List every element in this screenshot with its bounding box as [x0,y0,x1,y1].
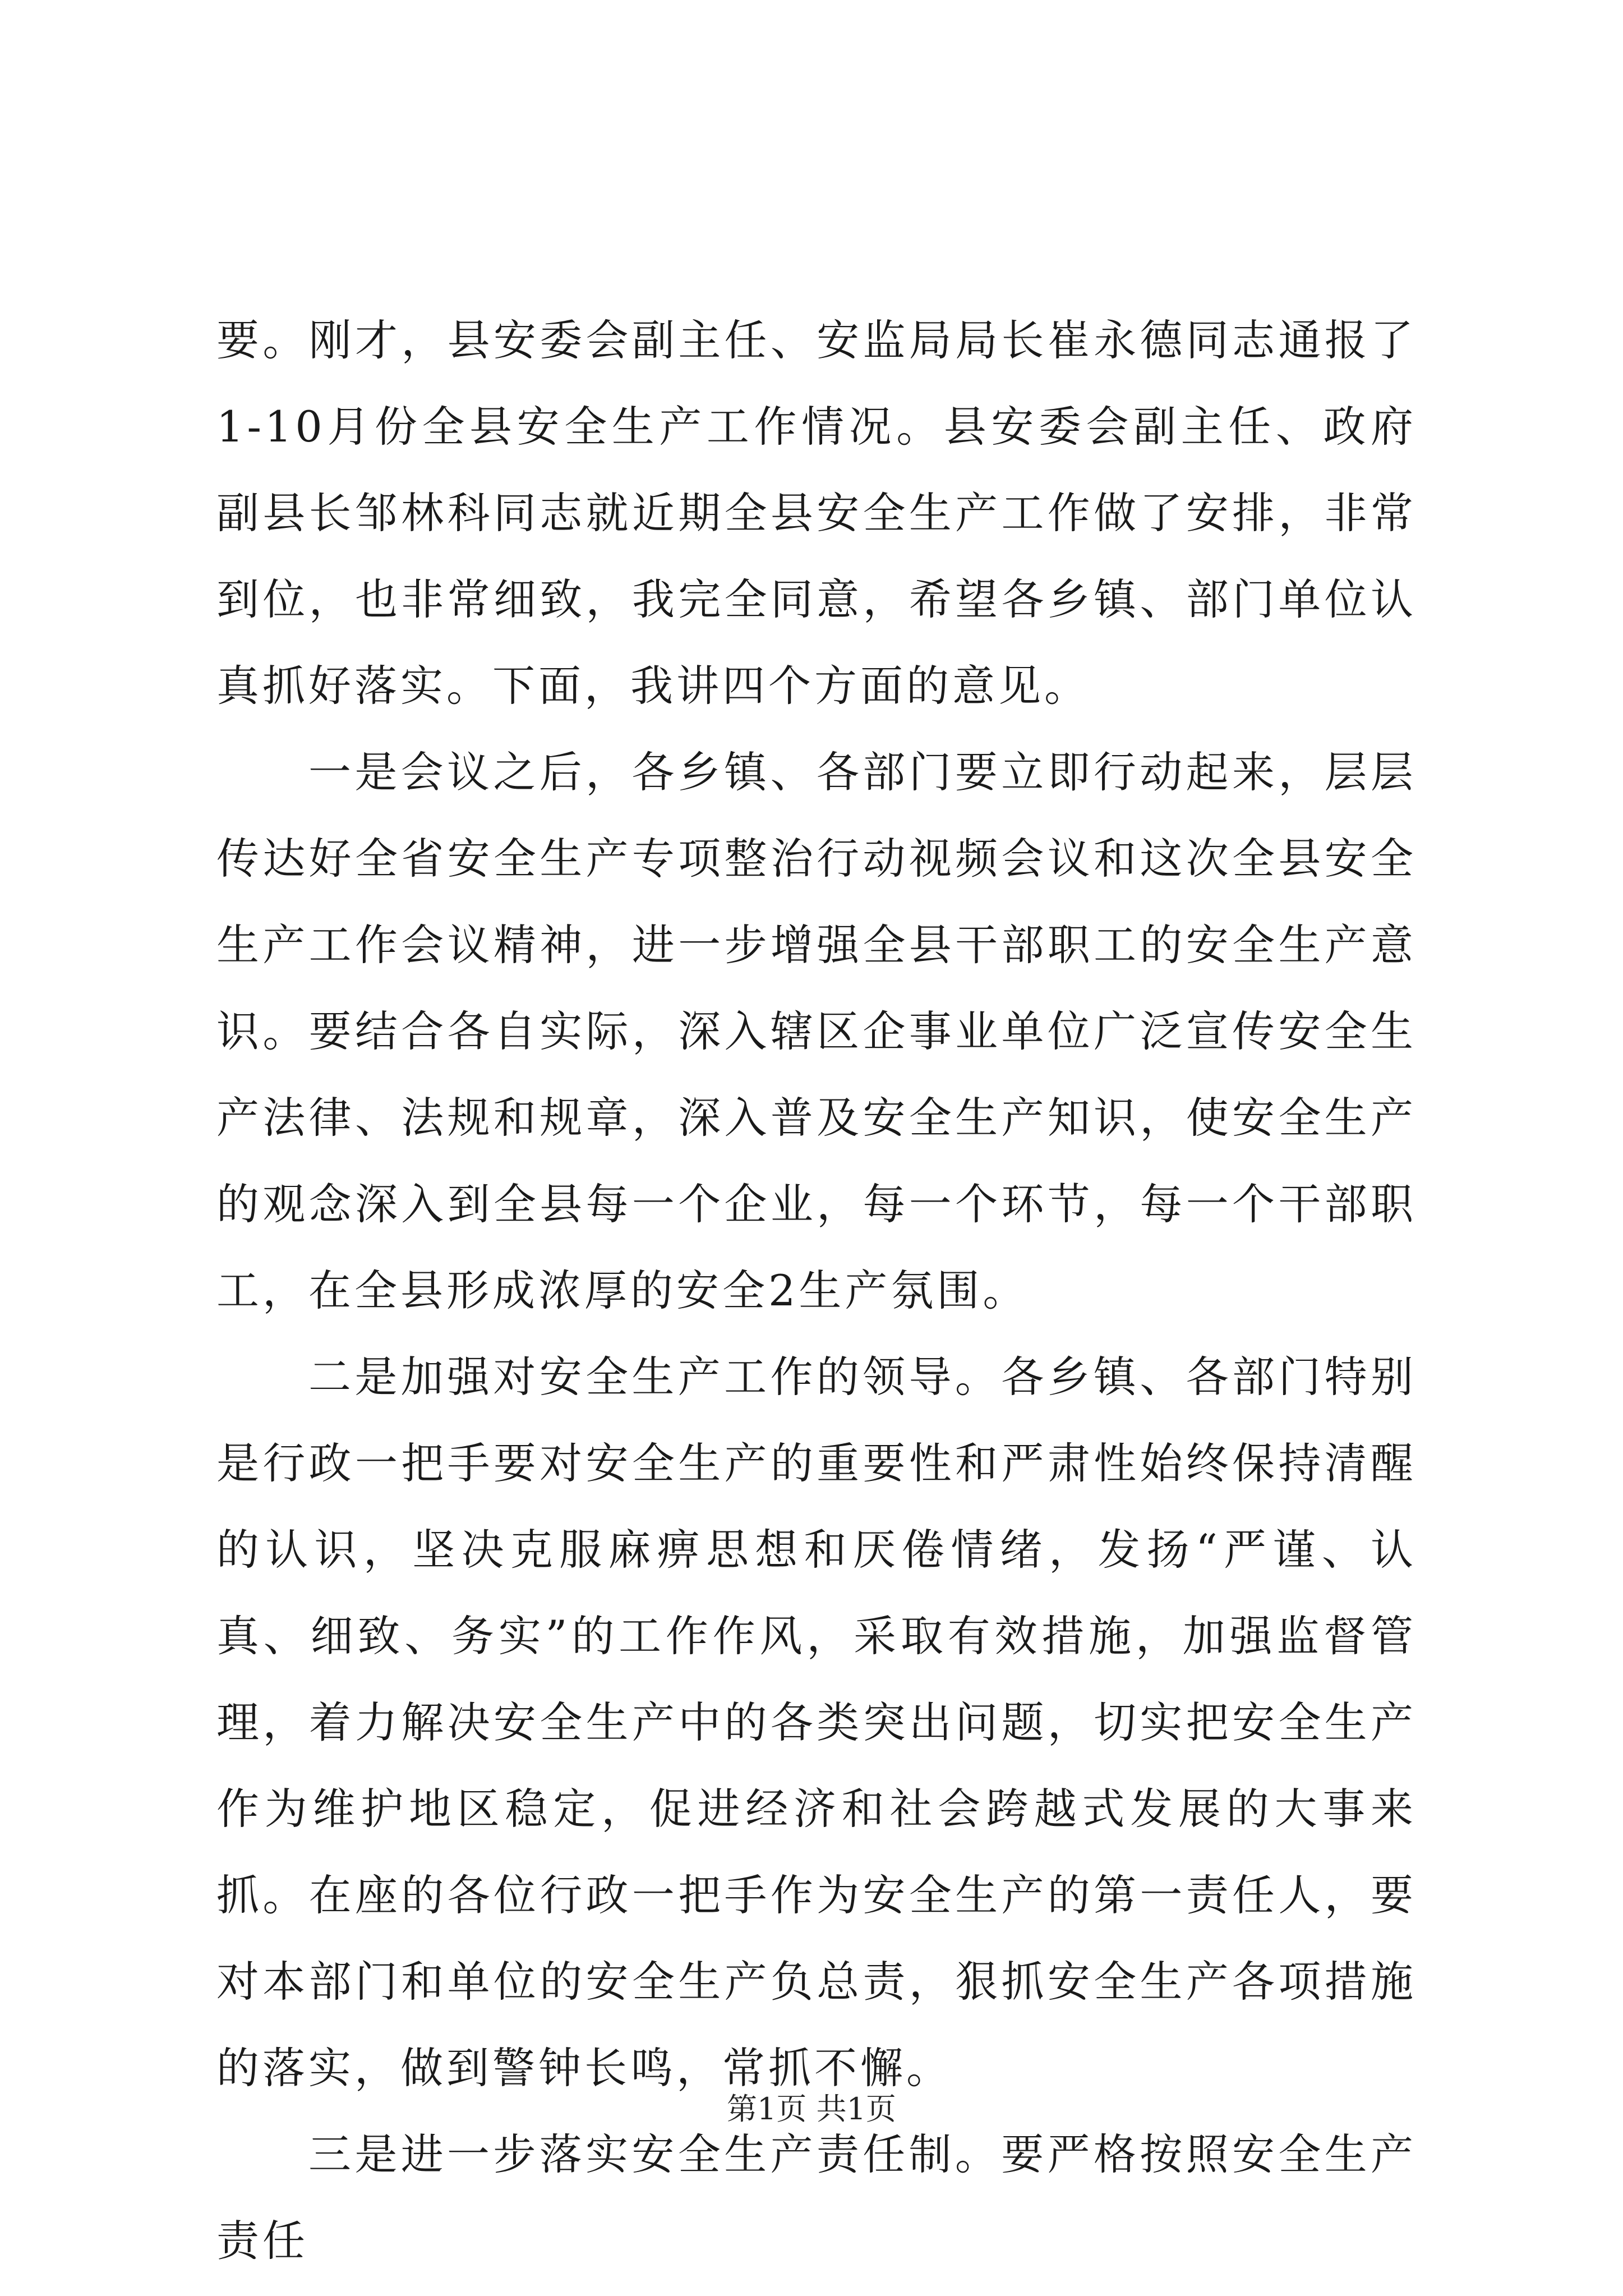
paragraph-2: 一是会议之后，各乡镇、各部门要立即行动起来，层层传达好全省安全生产专项整治行动视频会议和这次全县安全生产工作会议精神，进一步增强全县干部职工的安全生产意识。要结合各自实际，深入辖区企事业单位广泛宣传安全生产法律、法规和规章，深入普及安全生产知识，使安全生产的观念深入到全县每一个企业，每一个环节，每一个干部职工，在全县形成浓厚的安全2生产氛围。 [216,747,1417,1315]
paragraph-3: 二是加强对安全生产工作的领导。各乡镇、各部门特别是行政一把手要对安全生产的重要性和严肃性始终保持清醒的认识，坚决克服麻痹思想和厌倦情绪，发扬“严谨、认真、细致、务实”的工作作风，采取有效措施，加强监督管理，着力解决安全生产中的各类突出问题，切实把安全生产作为维护地区稳定，促进经济和社会跨越式发展的大事来抓。在座的各位行政一把手作为安全生产的第一责任人，要对本部门和单位的安全生产负总责，狠抓安全生产各项措施的落实，做到警钟长鸣，常抓不懈。 [216,1352,1417,2093]
paragraph-1: 要。刚才，县安委会副主任、安监局局长崔永德同志通报了1-10月份全县安全生产工作情况。县安委会副主任、政府副县长邹林科同志就近期全县安全生产工作做了安排，非常到位，也非常细致，我完全同意，希望各乡镇、部门单位认真抓好落实。下面，我讲四个方面的意见。 [216,315,1417,711]
page-number-footer: 第1页 共1页 [727,2091,896,2127]
paragraph-4: 三是进一步落实安全生产责任制。要严格按照安全生产责任 [216,2129,1417,2266]
document-body [216,297,1417,2284]
